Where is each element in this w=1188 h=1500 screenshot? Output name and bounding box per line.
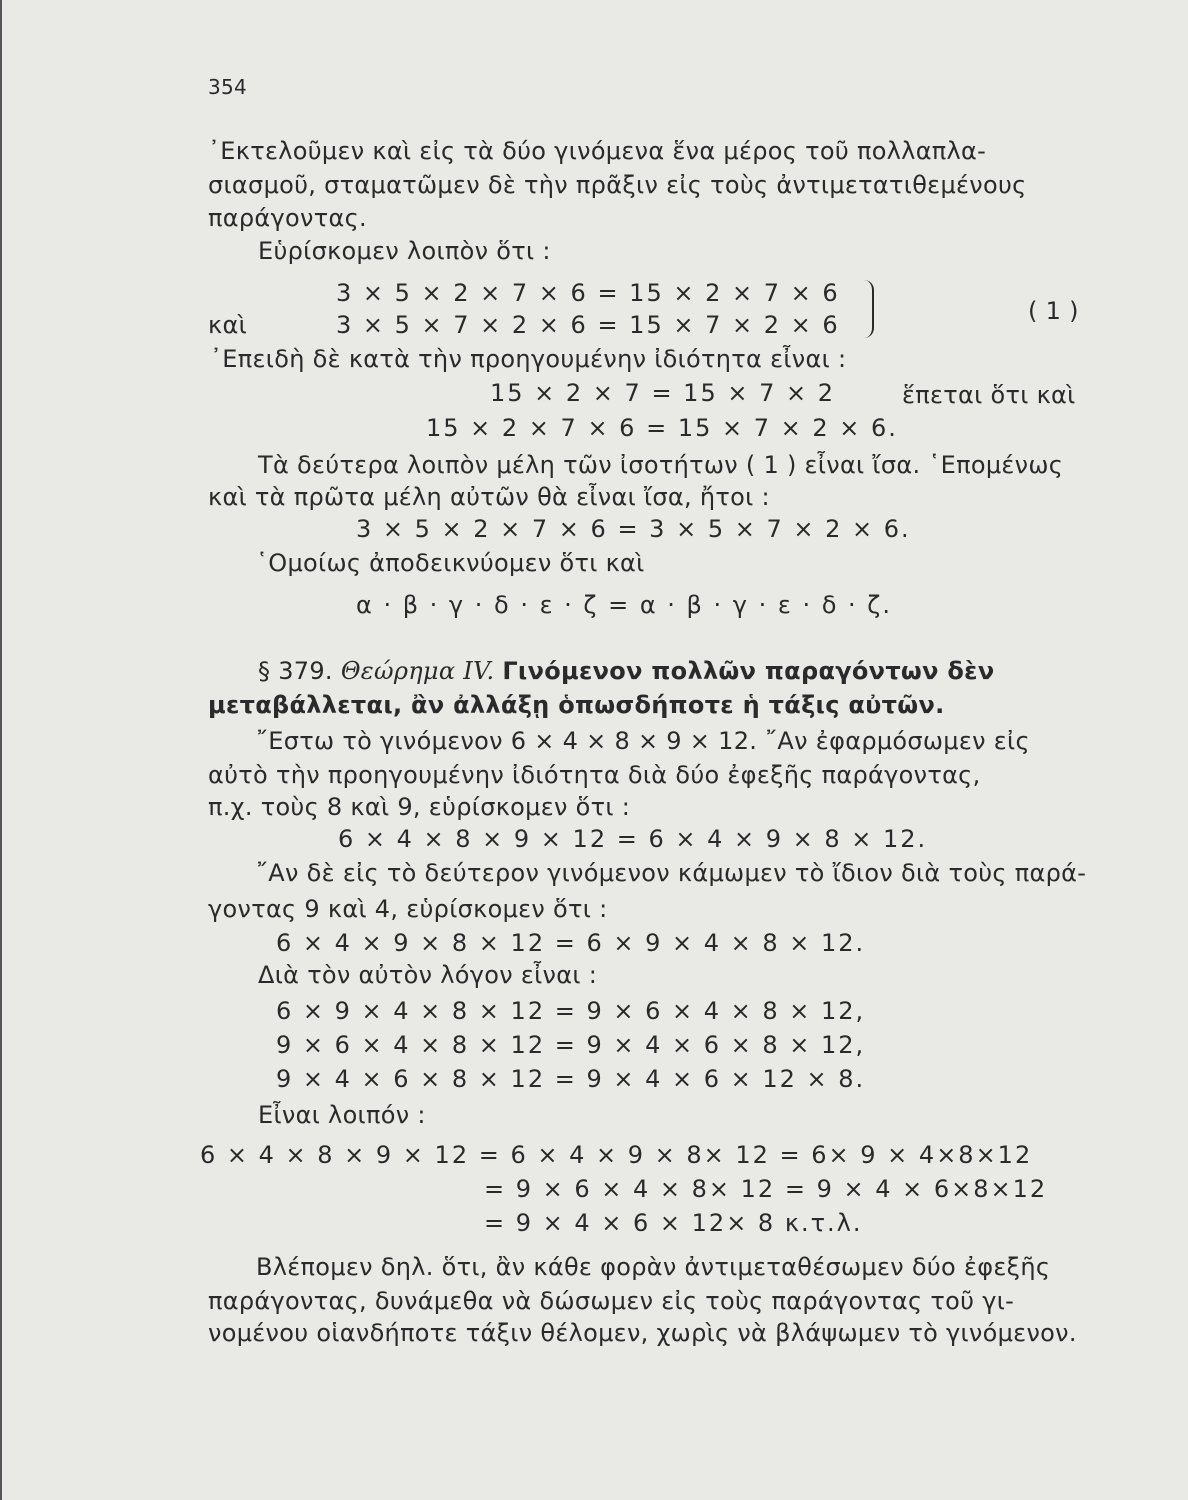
text-line: γοντας 9 καὶ 4, εὑρίσκομεν ὅτι : [208,895,608,923]
text-line: παράγοντας. [208,204,367,232]
equation: 15 × 2 × 7 × 6 = 15 × 7 × 2 × 6. [426,414,898,442]
text-line: ᾿Επειδὴ δὲ κατὰ τὴν προηγουμένην ἰδιότητα εἶναι : [210,345,847,373]
text-line: ῎Εστω τὸ γινόμενον 6 × 4 × 8 × 9 × 12. ῎Αν ἐφαρμόσωμεν εἰς [256,727,1030,755]
equation: 3 × 5 × 7 × 2 × 6 = 15 × 7 × 2 × 6 [336,311,840,339]
text-line: ᾿Εκτελοῦμεν καὶ εἰς τὰ δύο γινόμενα ἕνα μέρος τοῦ πολλαπλα- [208,137,987,165]
text-line: παράγοντας, δυνάμεθα νὰ δώσωμεν εἰς τοὺς παράγοντας τοῦ γι- [208,1287,1015,1315]
text-line: νομένου οἱανδήποτε τάξιν θέλομεν, χωρὶς νὰ βλάψωμεν τὸ γινόμενον. [208,1319,1077,1347]
right-brace [862,280,874,338]
equation: 6 × 9 × 4 × 8 × 12 = 9 × 6 × 4 × 8 × 12, [276,997,866,1025]
equation: = 9 × 4 × 6 × 12× 8 κ.τ.λ. [484,1209,863,1237]
text-kai: καὶ [208,311,247,339]
page-number: 354 [208,75,248,99]
section-title: Γινόμενον πολλῶν παραγόντων δὲν [502,657,995,685]
equation: 15 × 2 × 7 = 15 × 7 × 2 [490,379,835,407]
section-theorem: Θεώρημα IV. [340,657,495,685]
text-line: Τὰ δεύτερα λοιπὸν μέλη τῶν ἰσοτήτων ( 1 ) εἶναι ἴσα. ῾Επομένως [258,451,1064,479]
text-line: καὶ τὰ πρῶτα μέλη αὐτῶν θὰ εἶναι ἴσα, ἤτοι : [208,483,770,511]
equation: 6 × 4 × 8 × 9 × 12 = 6 × 4 × 9 × 8× 12 = 6× 9 × 4×8×12 [200,1141,1033,1169]
section-header [258,656,995,686]
text-line: αὐτὸ τὴν προηγουμένην ἰδιότητα διὰ δύο ἐφεξῆς παράγοντας, [208,761,981,789]
equation: 9 × 4 × 6 × 8 × 12 = 9 × 4 × 6 × 12 × 8. [276,1065,866,1093]
section-number: § 379. [258,657,333,685]
text-line: Εὑρίσκομεν λοιπὸν ὅτι : [258,237,551,265]
equation: 9 × 6 × 4 × 8 × 12 = 9 × 4 × 6 × 8 × 12, [276,1031,866,1059]
section-title-cont: μεταβάλλεται, ἂν ἀλλάξῃ ὁπωσδήποτε ἡ τάξις αὐτῶν. [208,691,945,719]
equation: 6 × 4 × 8 × 9 × 12 = 6 × 4 × 9 × 8 × 12. [338,825,928,853]
equation-number: ( 1 ) [1028,297,1079,325]
page-edge [0,0,2,1500]
text-line: Εἶναι λοιπόν : [258,1101,426,1129]
text-line: ἕπεται ὅτι καὶ [902,381,1076,409]
text-line: Βλέπομεν δηλ. ὅτι, ἂν κάθε φορὰν ἀντιμεταθέσωμεν δύο ἐφεξῆς [256,1253,1051,1281]
text-line: σιασμοῦ, σταματῶμεν δὲ τὴν πρᾶξιν εἰς τοὺς ἀντιμετατιθεμένους [208,171,1027,199]
equation: α · β · γ · δ · ε · ζ = α · β · γ · ε · δ · ζ. [356,591,892,619]
text-line: π.χ. τοὺς 8 καὶ 9, εὑρίσκομεν ὅτι : [208,793,631,821]
equation: = 9 × 6 × 4 × 8× 12 = 9 × 4 × 6×8×12 [484,1175,1048,1203]
text-line: Διὰ τὸν αὐτὸν λόγον εἶναι : [258,961,598,989]
equation: 3 × 5 × 2 × 7 × 6 = 15 × 2 × 7 × 6 [336,279,840,307]
text-line: ῎Αν δὲ εἰς τὸ δεύτερον γινόμενον κάμωμεν τὸ ἴδιον διὰ τοὺς παρά- [256,859,1087,887]
text-line: ῾Ομοίως ἀποδεικνύομεν ὅτι καὶ [256,549,645,577]
equation: 3 × 5 × 2 × 7 × 6 = 3 × 5 × 7 × 2 × 6. [356,515,911,543]
equation: 6 × 4 × 9 × 8 × 12 = 6 × 9 × 4 × 8 × 12. [276,929,866,957]
